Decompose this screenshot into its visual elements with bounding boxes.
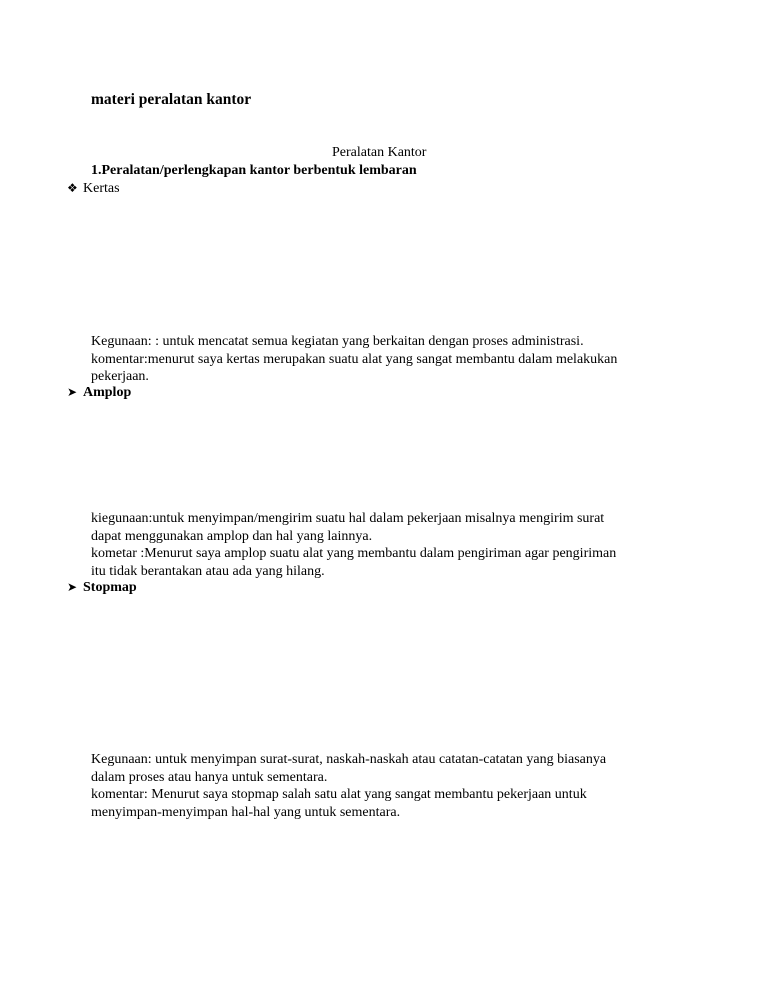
paragraph-kertas (91, 333, 691, 386)
kertas-kegunaan: Kegunaan: : untuk mencatat semua kegiatan yang berkaitan dengan proses administrasi. (91, 334, 584, 349)
document-title: materi peralatan kantor (91, 91, 252, 108)
item-label-kertas: Kertas (83, 181, 120, 196)
list-item-kertas (67, 181, 120, 197)
center-title: Peralatan Kantor (332, 145, 427, 160)
amplop-komentar: kometar :Menurut saya amplop suatu alat yang membantu dalam pengiriman agar pengiriman (91, 546, 617, 561)
list-item-amplop (67, 385, 131, 401)
diamond-bullet-icon: ❖ (67, 181, 78, 195)
kertas-komentar-cont: pekerjaan. (91, 369, 149, 384)
paragraph-amplop (91, 510, 691, 580)
paragraph-stopmap (91, 751, 691, 821)
item-label-stopmap: Stopmap (83, 580, 137, 595)
amplop-kegunaan-cont: dapat menggunakan amplop dan hal yang lainnya. (91, 528, 373, 544)
stopmap-kegunaan: Kegunaan: untuk menyimpan surat-surat, naskah-naskah atau catatan-catatan yang biasanya (91, 752, 607, 767)
stopmap-komentar-cont: menyimpan-menyimpan hal-hal yang untuk sementara. (91, 804, 401, 820)
kertas-komentar: komentar:menurut saya kertas merupakan suatu alat yang sangat membantu dalam melakukan (91, 351, 618, 367)
arrow-bullet-icon: ➤ (67, 580, 78, 594)
item-label-amplop: Amplop (83, 385, 132, 400)
list-item-stopmap (67, 580, 137, 596)
amplop-kegunaan: kiegunaan:untuk menyimpan/mengirim suatu hal dalam pekerjaan misalnya mengirim surat (91, 511, 605, 526)
stopmap-komentar: komentar: Menurut saya stopmap salah satu alat yang sangat membantu pekerjaan untuk (91, 787, 587, 802)
arrow-bullet-icon: ➤ (67, 385, 78, 399)
amplop-komentar-cont: itu tidak berantakan atau ada yang hilang. (91, 563, 325, 579)
section-heading: 1.Peralatan/perlengkapan kantor berbentuk lembaran (91, 163, 417, 178)
stopmap-kegunaan-cont: dalam proses atau hanya untuk sementara. (91, 769, 328, 785)
